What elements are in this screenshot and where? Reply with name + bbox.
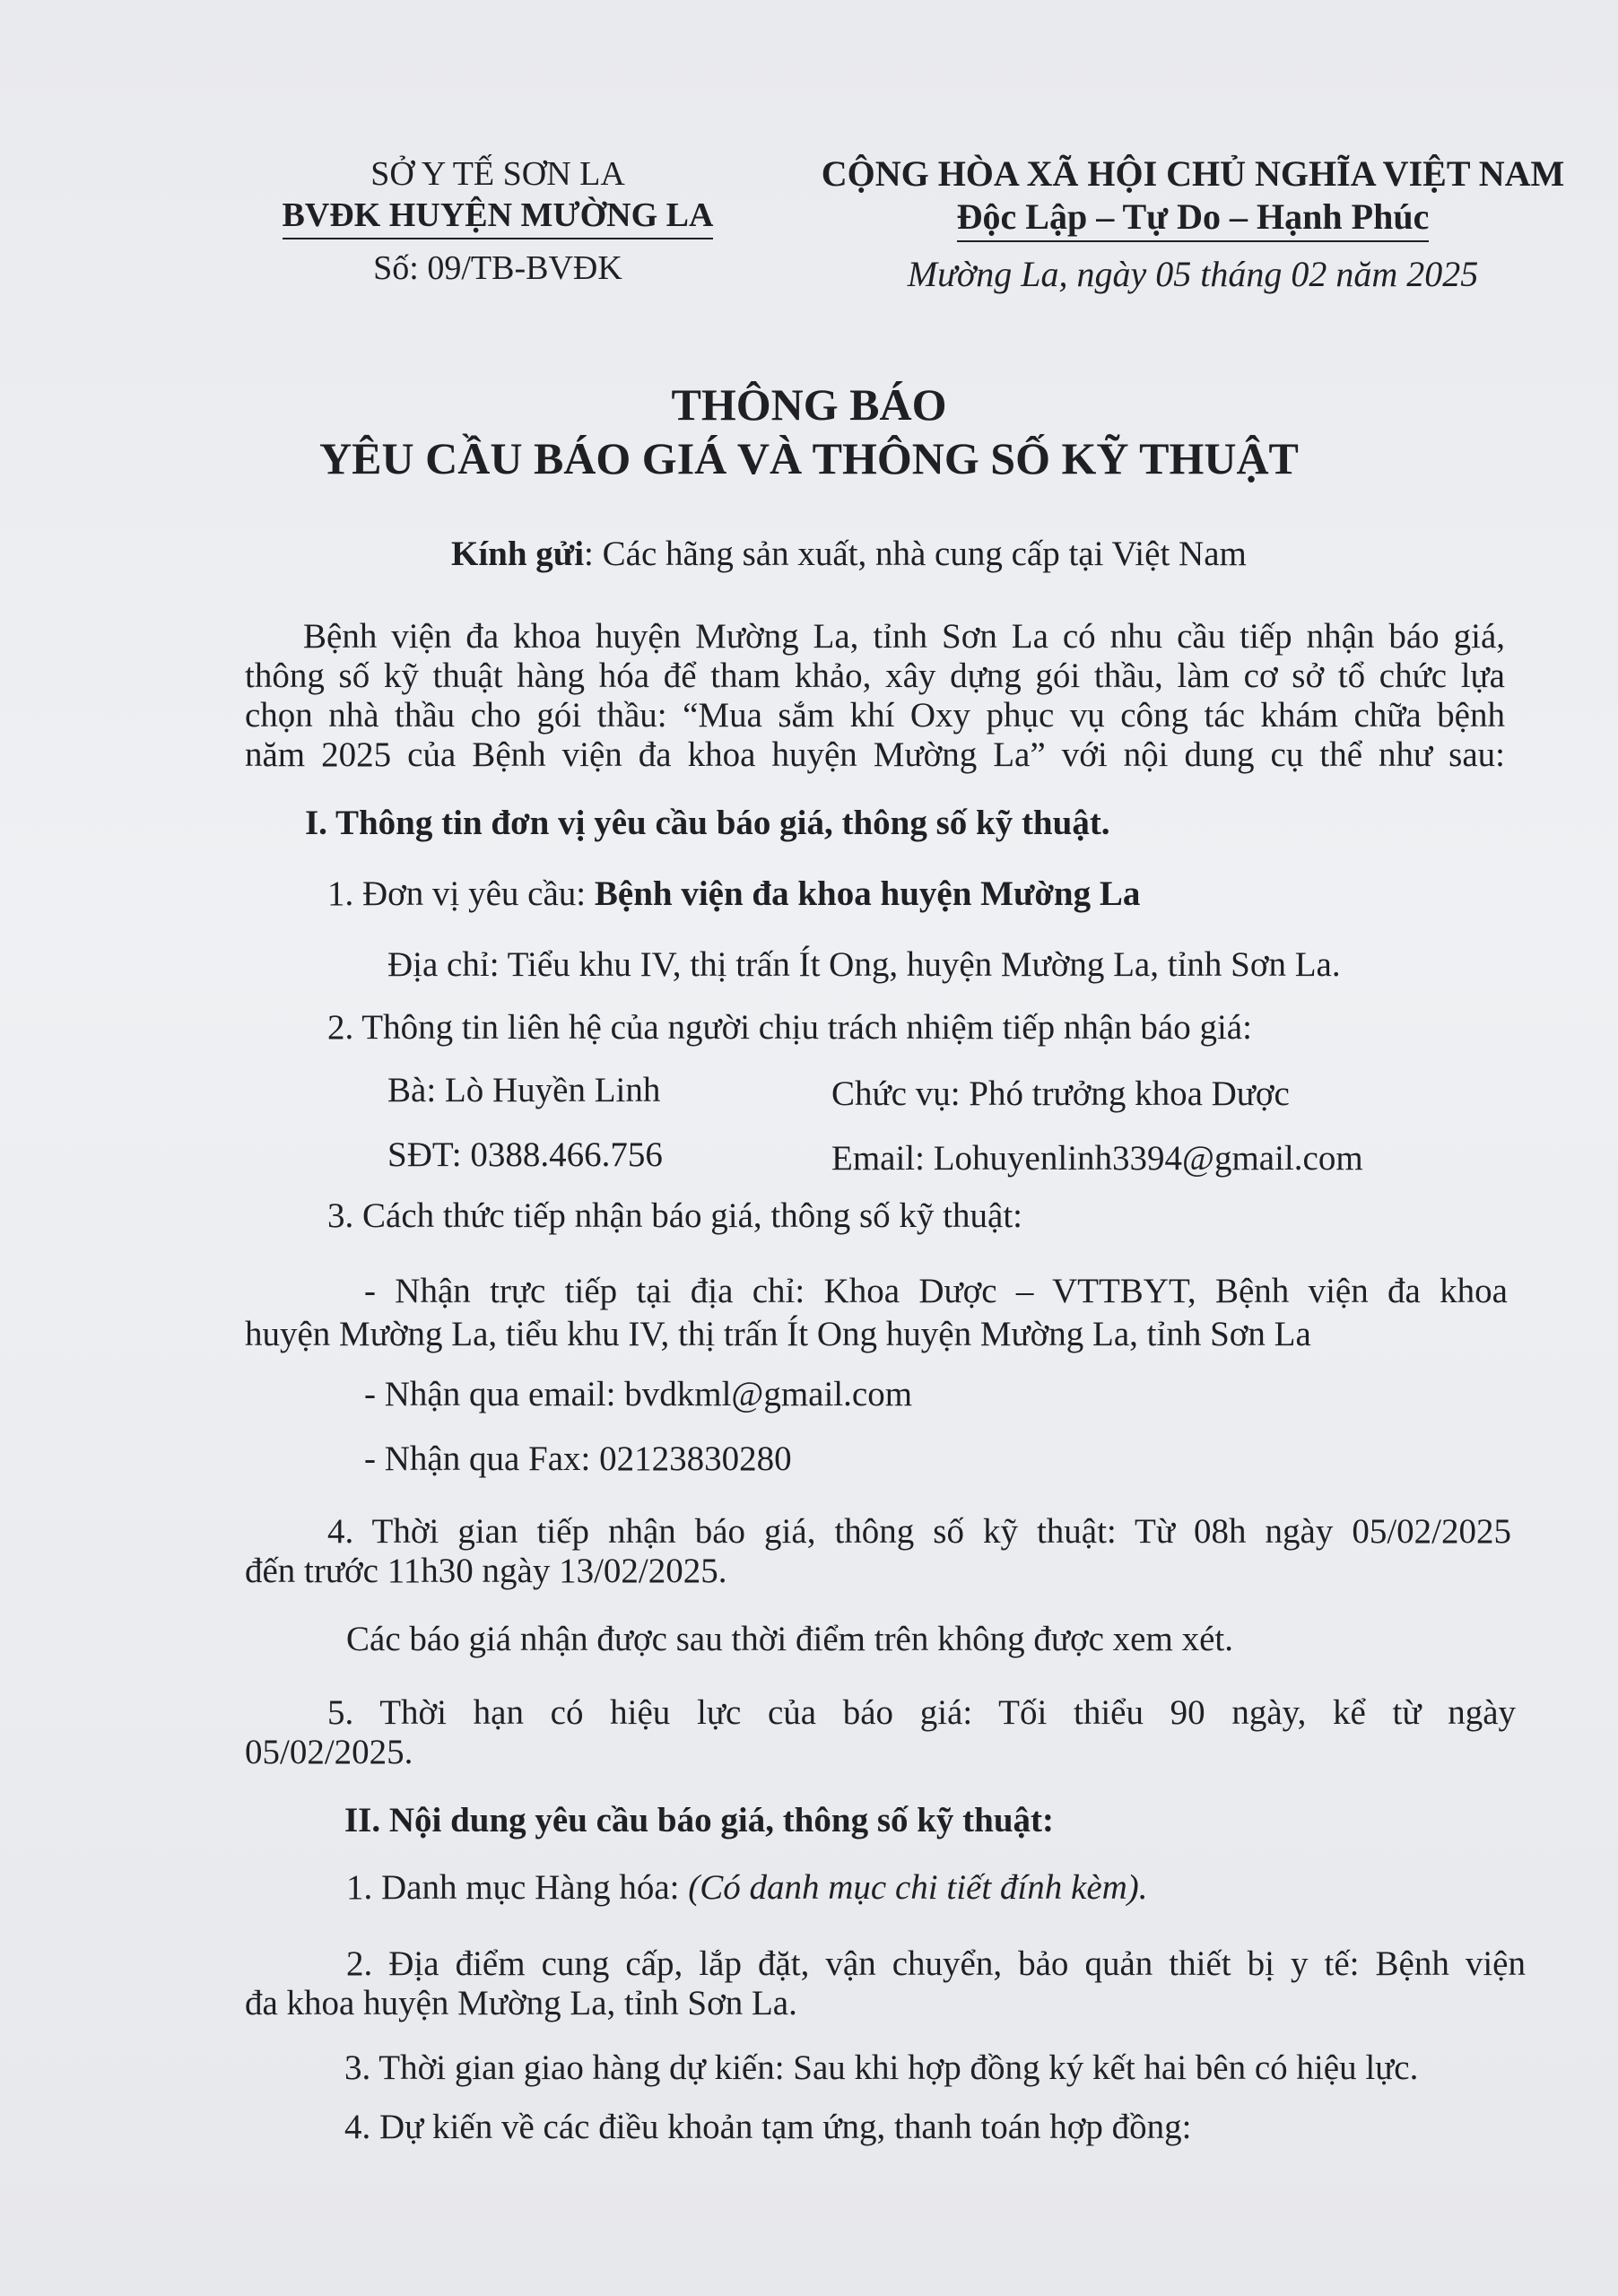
receipt-time-2: đến trước 11h30 ngày 13/02/2025. — [245, 1552, 727, 1590]
recipient-line: Kính gửi: Các hãng sản xuất, nhà cung cấp tại Việt Nam — [451, 535, 1247, 573]
delivery-location-1: 2. Địa điểm cung cấp, lắp đặt, vận chuyển, bảo quản thiết bị y tế: Bệnh viện — [346, 1944, 1526, 1983]
payment-terms: 4. Dự kiến về các điều khoản tạm ứng, thanh toán hợp đồng: — [344, 2108, 1192, 2146]
receipt-time-1: 4. Thời gian tiếp nhận báo giá, thông số kỹ thuật: Từ 08h ngày 05/02/2025 — [327, 1512, 1511, 1551]
country-name: CỘNG HÒA XÃ HỘI CHỦ NGHĨA VIỆT NAM — [821, 153, 1565, 194]
receipt-method-direct-2: huyện Mường La, tiểu khu IV, thị trấn Ít Ong huyện Mường La, tỉnh Sơn La — [245, 1315, 1311, 1353]
document-title: THÔNG BÁO — [671, 379, 947, 430]
contact-name: Bà: Lò Huyền Linh — [387, 1071, 661, 1109]
document-subtitle: YÊU CẦU BÁO GIÁ VÀ THÔNG SỐ KỸ THUẬT — [319, 433, 1299, 483]
requester-unit: 1. Đơn vị yêu cầu: Bệnh viện đa khoa huyện Mường La — [327, 874, 1141, 913]
contact-heading: 2. Thông tin liên hệ của người chịu trách nhiệm tiếp nhận báo giá: — [327, 1008, 1252, 1047]
intro-line-3: chọn nhà thầu cho gói thầu: “Mua sắm khí Oxy phục vụ công tác khám chữa bệnh — [245, 696, 1505, 735]
receipt-method-email: - Nhận qua email: bvdkml@gmail.com — [364, 1375, 913, 1413]
contact-position: Chức vụ: Phó trưởng khoa Dược — [831, 1074, 1290, 1113]
contact-phone: SĐT: 0388.466.756 — [387, 1135, 663, 1174]
late-note: Các báo giá nhận được sau thời điểm trên không được xem xét. — [346, 1620, 1233, 1658]
receipt-method-fax: - Nhận qua Fax: 02123830280 — [364, 1439, 792, 1478]
hospital-name: BVĐK HUYỆN MƯỜNG LA — [265, 196, 731, 240]
header-left — [265, 154, 731, 290]
intro-line-2: thông số kỹ thuật hàng hóa để tham khảo, xây dựng gói thầu, làm cơ sở tổ chức lựa — [245, 657, 1505, 695]
section-1-heading: I. Thông tin đơn vị yêu cầu báo giá, thông số kỹ thuật. — [305, 804, 1110, 842]
department-name: SỞ Y TẾ SƠN LA — [370, 155, 625, 193]
delivery-time: 3. Thời gian giao hàng dự kiến: Sau khi hợp đồng ký kết hai bên có hiệu lực. — [344, 2048, 1419, 2087]
validity-1: 5. Thời hạn có hiệu lực của báo giá: Tối thiểu 90 ngày, kể từ ngày — [327, 1693, 1516, 1732]
receipt-method-heading: 3. Cách thức tiếp nhận báo giá, thông số kỹ thuật: — [327, 1196, 1022, 1235]
issue-date: Mường La, ngày 05 tháng 02 năm 2025 — [907, 254, 1479, 294]
header-right — [735, 152, 1618, 296]
intro-line-4: năm 2025 của Bệnh viện đa khoa huyện Mường La” với nội dung cụ thể như sau: — [245, 735, 1505, 774]
section-2-heading: II. Nội dung yêu cầu báo giá, thông số kỹ thuật: — [344, 1801, 1055, 1839]
national-motto: Độc Lập – Tự Do – Hạnh Phúc — [735, 196, 1618, 242]
document-number: Số: 09/TB-BVĐK — [373, 249, 622, 288]
delivery-location-2: đa khoa huyện Mường La, tỉnh Sơn La. — [245, 1984, 797, 2022]
validity-2: 05/02/2025. — [245, 1733, 413, 1771]
contact-email: Email: Lohuyenlinh3394@gmail.com — [831, 1139, 1363, 1178]
goods-list: 1. Danh mục Hàng hóa: (Có danh mục chi tiết đính kèm). — [346, 1868, 1148, 1907]
requester-address: Địa chỉ: Tiểu khu IV, thị trấn Ít Ong, huyện Mường La, tỉnh Sơn La. — [387, 945, 1341, 984]
receipt-method-direct-1: - Nhận trực tiếp tại địa chỉ: Khoa Dược – VTTBYT, Bệnh viện đa khoa — [364, 1272, 1508, 1310]
intro-line-1: Bệnh viện đa khoa huyện Mường La, tỉnh Sơn La có nhu cầu tiếp nhận báo giá, — [303, 617, 1505, 656]
